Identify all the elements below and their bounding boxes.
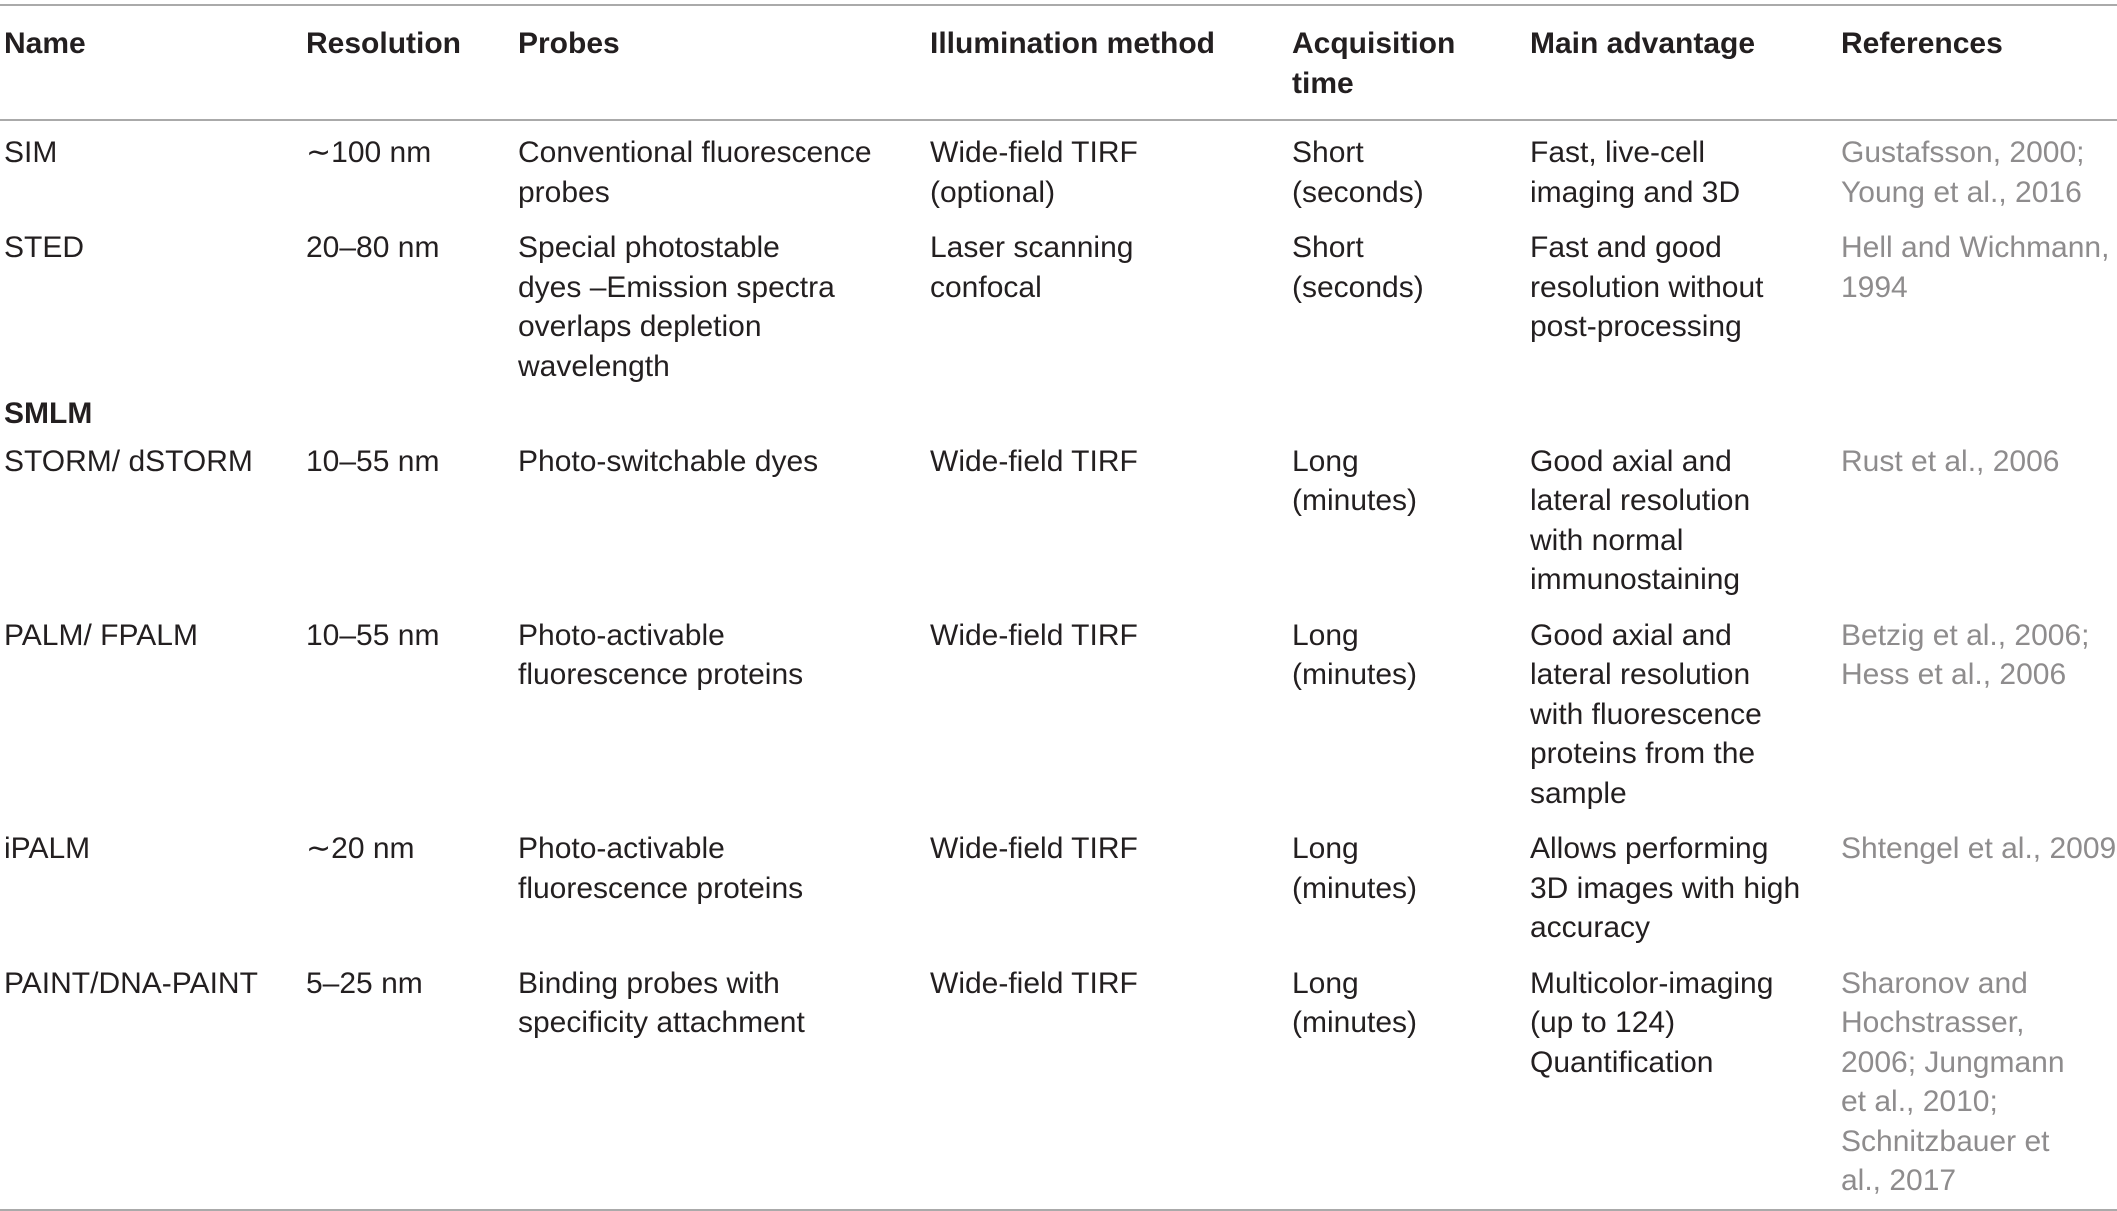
cell-advantage: Multicolor-imaging (up to 124) Quantification: [1530, 966, 1774, 1079]
cell-advantage: Fast, live-cell imaging and 3D: [1530, 136, 1741, 209]
cell-acquisition: Short (seconds): [1292, 136, 1424, 209]
cell-acquisition: Long (minutes): [1292, 444, 1418, 517]
cell-resolution: 10–55 nm: [306, 444, 440, 478]
cell-references: Rust et al., 2006: [1841, 444, 2060, 478]
cell-resolution: 20–80 nm: [306, 231, 440, 264]
cell-references: Hell and Wichmann, 1994: [1841, 231, 2110, 304]
table-row: [0, 434, 2117, 608]
cell-resolution: 10–55 nm: [306, 618, 440, 652]
cell-name: PAINT/DNA-PAINT: [4, 966, 258, 1000]
header-references: References: [1841, 27, 2003, 60]
cell-probes: Special photostable dyes –Emission spectra overlaps depletion wavelength: [518, 231, 835, 383]
cell-illumination: Wide-field TIRF (optional): [930, 136, 1138, 209]
cell-acquisition: Long (minutes): [1292, 618, 1418, 691]
header-probes: Probes: [518, 27, 620, 60]
table-row: [0, 120, 2117, 220]
header-name: Name: [4, 27, 86, 60]
cell-references: Gustafsson, 2000; Young et al., 2016: [1841, 136, 2085, 209]
comparison-table-container: [0, 4, 2117, 1211]
cell-references: Betzig et al., 2006; Hess et al., 2006: [1841, 618, 2090, 691]
header-acquisition-time: Acquisition time: [1292, 27, 1456, 100]
section-row-smlm: [0, 394, 2117, 434]
cell-probes: Conventional fluorescence probes: [518, 136, 872, 209]
cell-probes: Photo-switchable dyes: [518, 444, 819, 478]
cell-references: Sharonov and Hochstrasser, 2006; Jungmann et al., 2010; Schnitzbauer et al., 2017: [1841, 966, 2065, 1197]
cell-resolution: 5–25 nm: [306, 966, 423, 1000]
cell-acquisition: Short (seconds): [1292, 231, 1424, 304]
cell-probes: Binding probes with specificity attachment: [518, 966, 805, 1039]
cell-advantage: Good axial and lateral resolution with fluorescence proteins from the sample: [1530, 618, 1762, 810]
header-resolution: Resolution: [306, 27, 461, 60]
cell-resolution: ∼20 nm: [306, 832, 415, 865]
cell-illumination: Wide-field TIRF: [930, 444, 1138, 478]
cell-probes: Photo-activable fluorescence proteins: [518, 618, 804, 691]
cell-acquisition: Long (minutes): [1292, 966, 1418, 1039]
cell-probes: Photo-activable fluorescence proteins: [518, 832, 804, 905]
section-label-smlm: SMLM: [4, 397, 93, 430]
table-row: [0, 956, 2117, 1210]
cell-resolution: ∼100 nm: [306, 136, 432, 169]
cell-name: SIM: [4, 136, 58, 169]
cell-advantage: Good axial and lateral resolution with normal immunostaining: [1530, 444, 1751, 596]
super-resolution-comparison-table: [0, 4, 2117, 1211]
cell-advantage: Fast and good resolution without post-processing: [1530, 231, 1764, 343]
table-row: [0, 220, 2117, 394]
cell-illumination: Wide-field TIRF: [930, 832, 1138, 865]
cell-name: STORM/ dSTORM: [4, 444, 253, 478]
cell-references: Shtengel et al., 2009: [1841, 832, 2117, 865]
cell-acquisition: Long (minutes): [1292, 832, 1418, 905]
table-header-row: [0, 5, 2117, 120]
cell-advantage: Allows performing 3D images with high accuracy: [1530, 832, 1801, 944]
cell-name: iPALM: [4, 832, 91, 865]
header-illumination-method: Illumination method: [930, 27, 1215, 60]
table-row: [0, 821, 2117, 956]
cell-illumination: Wide-field TIRF: [930, 618, 1138, 652]
header-main-advantage: Main advantage: [1530, 27, 1756, 60]
cell-name: STED: [4, 231, 85, 264]
table-row: [0, 608, 2117, 822]
cell-name: PALM/ FPALM: [4, 618, 198, 652]
cell-illumination: Wide-field TIRF: [930, 966, 1138, 1000]
cell-illumination: Laser scanning confocal: [930, 231, 1134, 304]
